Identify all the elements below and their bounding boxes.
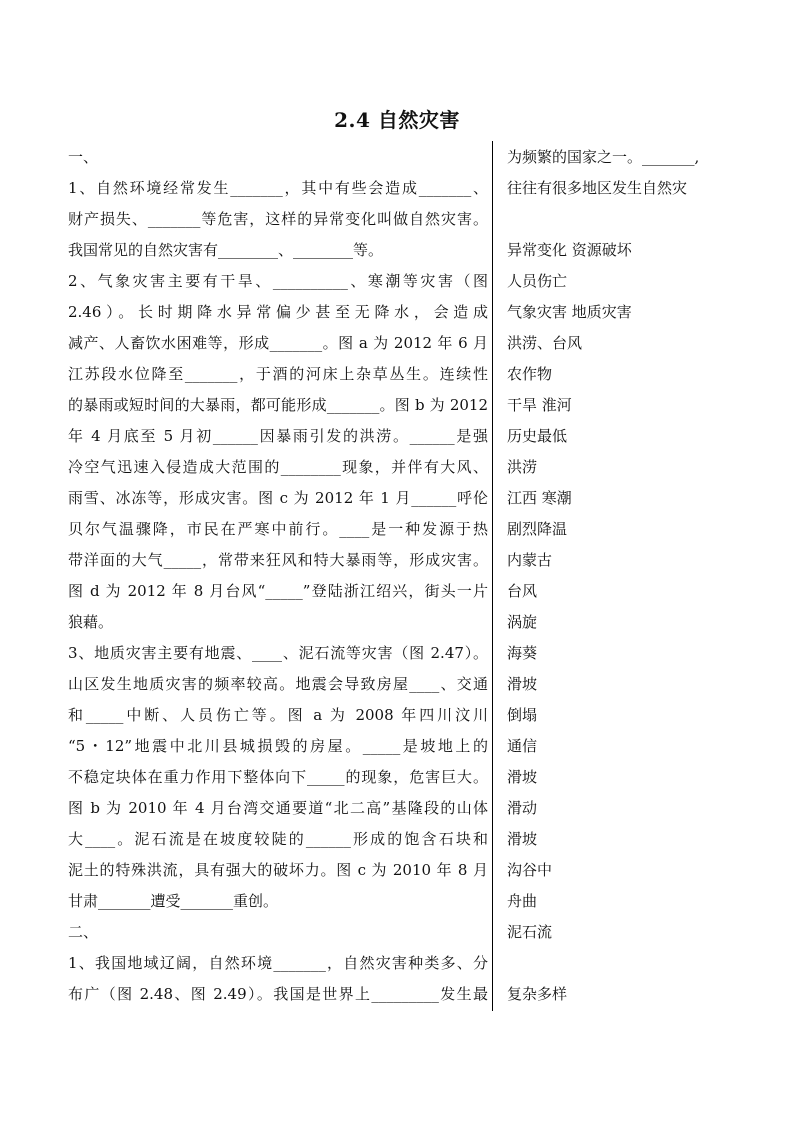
- answer-line: 台风: [507, 582, 538, 600]
- answer-line: 洪涝、台风: [507, 334, 583, 352]
- answer-line: [507, 948, 747, 979]
- question-line: 图 d 为 2012 年 8 月台风“_____”登陆浙江绍兴，街头一片: [68, 582, 488, 600]
- question-line: 减产、人畜饮水困难等，形成_______。图 a 为 2012 年 6 月: [68, 334, 488, 352]
- answer-line: 海葵: [507, 644, 538, 662]
- question-line: 1、自然环境经常发生_______，其中有些会造成_______、: [68, 179, 488, 197]
- question-line: 布广（图 2.48、图 2.49）。我国是世界上_________发生最: [68, 985, 488, 1003]
- question-line: 大____。泥石流是在坡度较陡的______形成的饱含石块和: [68, 830, 488, 848]
- answer-line: 内蒙古: [507, 551, 553, 569]
- answer-line: 洪涝: [507, 458, 538, 476]
- answer-line: 滑动: [507, 799, 538, 817]
- question-line: 带洋面的大气_____，常带来狂风和特大暴雨等，形成灾害。: [68, 551, 488, 569]
- question-line: 3、地质灾害主要有地震、____、泥石流等灾害（图 2.47）。: [68, 644, 488, 662]
- answer-line: 通信: [507, 737, 538, 755]
- column-divider: [492, 141, 493, 1011]
- answer-line: 滑坡: [507, 768, 538, 786]
- answer-line: 复杂多样: [507, 985, 568, 1003]
- question-line: 甘肃_______遭受_______重创。: [68, 892, 279, 910]
- answer-line: 往往有很多地区发生自然灾: [507, 179, 688, 197]
- answer-line: 异常变化 资源破坏: [507, 241, 632, 259]
- answer-line: 历史最低: [507, 427, 568, 445]
- question-line: 2、气象灾害主要有干旱、__________、寒潮等灾害（图: [68, 272, 488, 290]
- answer-line: 剧烈降温: [507, 520, 568, 538]
- question-line: 二、: [68, 923, 99, 941]
- question-line: 和_____中断、人员伤亡等。图 a 为 2008 年四川汶川: [68, 706, 488, 724]
- question-line: 的暴雨或短时间的大暴雨，都可能形成_______。图 b 为 2012: [68, 396, 488, 414]
- answer-line: 滑坡: [507, 830, 538, 848]
- question-line: 2.46）。长时期降水异常偏少甚至无降水，会造成: [68, 303, 488, 321]
- answer-line: 为频繁的国家之一。_______,: [507, 148, 700, 166]
- answer-line: 涡旋: [507, 613, 538, 631]
- question-line: 我国常见的自然灾害有________、________等。: [68, 241, 384, 259]
- question-line: 一、: [68, 148, 99, 166]
- question-line: 财产损失、_______等危害，这样的异常变化叫做自然灾害。: [68, 210, 488, 228]
- question-line: “5・12”地震中北川县城损毁的房屋。_____是坡地上的: [68, 737, 488, 755]
- question-line: 泥土的特殊洪流，具有强大的破坏力。图 c 为 2010 年 8 月: [68, 861, 488, 879]
- answer-column: [507, 142, 747, 1010]
- question-line: 狼藉。: [68, 613, 114, 631]
- question-column: [68, 142, 488, 1010]
- question-line: 贝尔气温骤降，市民在严寒中前行。____是一种发源于热: [68, 520, 488, 538]
- answer-line: 沟谷中: [507, 861, 553, 879]
- question-line: 山区发生地质灾害的频率较高。地震会导致房屋____、交通: [68, 675, 488, 693]
- answer-line: 江西 寒潮: [507, 489, 572, 507]
- answer-line: 农作物: [507, 365, 553, 383]
- question-line: 江苏段水位降至_______，于酒的河床上杂草丛生。连续性: [68, 365, 488, 383]
- answer-line: 人员伤亡: [507, 272, 568, 290]
- answer-line: 泥石流: [507, 923, 553, 941]
- answer-line: 舟曲: [507, 892, 538, 910]
- answer-line: 倒塌: [507, 706, 538, 724]
- answer-line: 干旱 淮河: [507, 396, 572, 414]
- question-line: 雨雪、冰冻等，形成灾害。图 c 为 2012 年 1 月______呼伦: [68, 489, 488, 507]
- question-line: 不稳定块体在重力作用下整体向下_____的现象，危害巨大。: [68, 768, 488, 786]
- question-line: 年 4 月底至 5 月初______因暴雨引发的洪涝。______是强: [68, 427, 488, 445]
- answer-line: 滑坡: [507, 675, 538, 693]
- answer-line: 气象灾害 地质灾害: [507, 303, 632, 321]
- page-title: 2.4 自然灾害: [334, 108, 460, 132]
- answer-line: [507, 204, 747, 235]
- question-line: 图 b 为 2010 年 4 月台湾交通要道“北二高”基隆段的山体: [68, 799, 488, 817]
- question-line: 1、我国地域辽阔，自然环境_______，自然灾害种类多、分: [68, 954, 488, 972]
- question-line: 冷空气迅速入侵造成大范围的________现象，并伴有大风、: [68, 458, 488, 476]
